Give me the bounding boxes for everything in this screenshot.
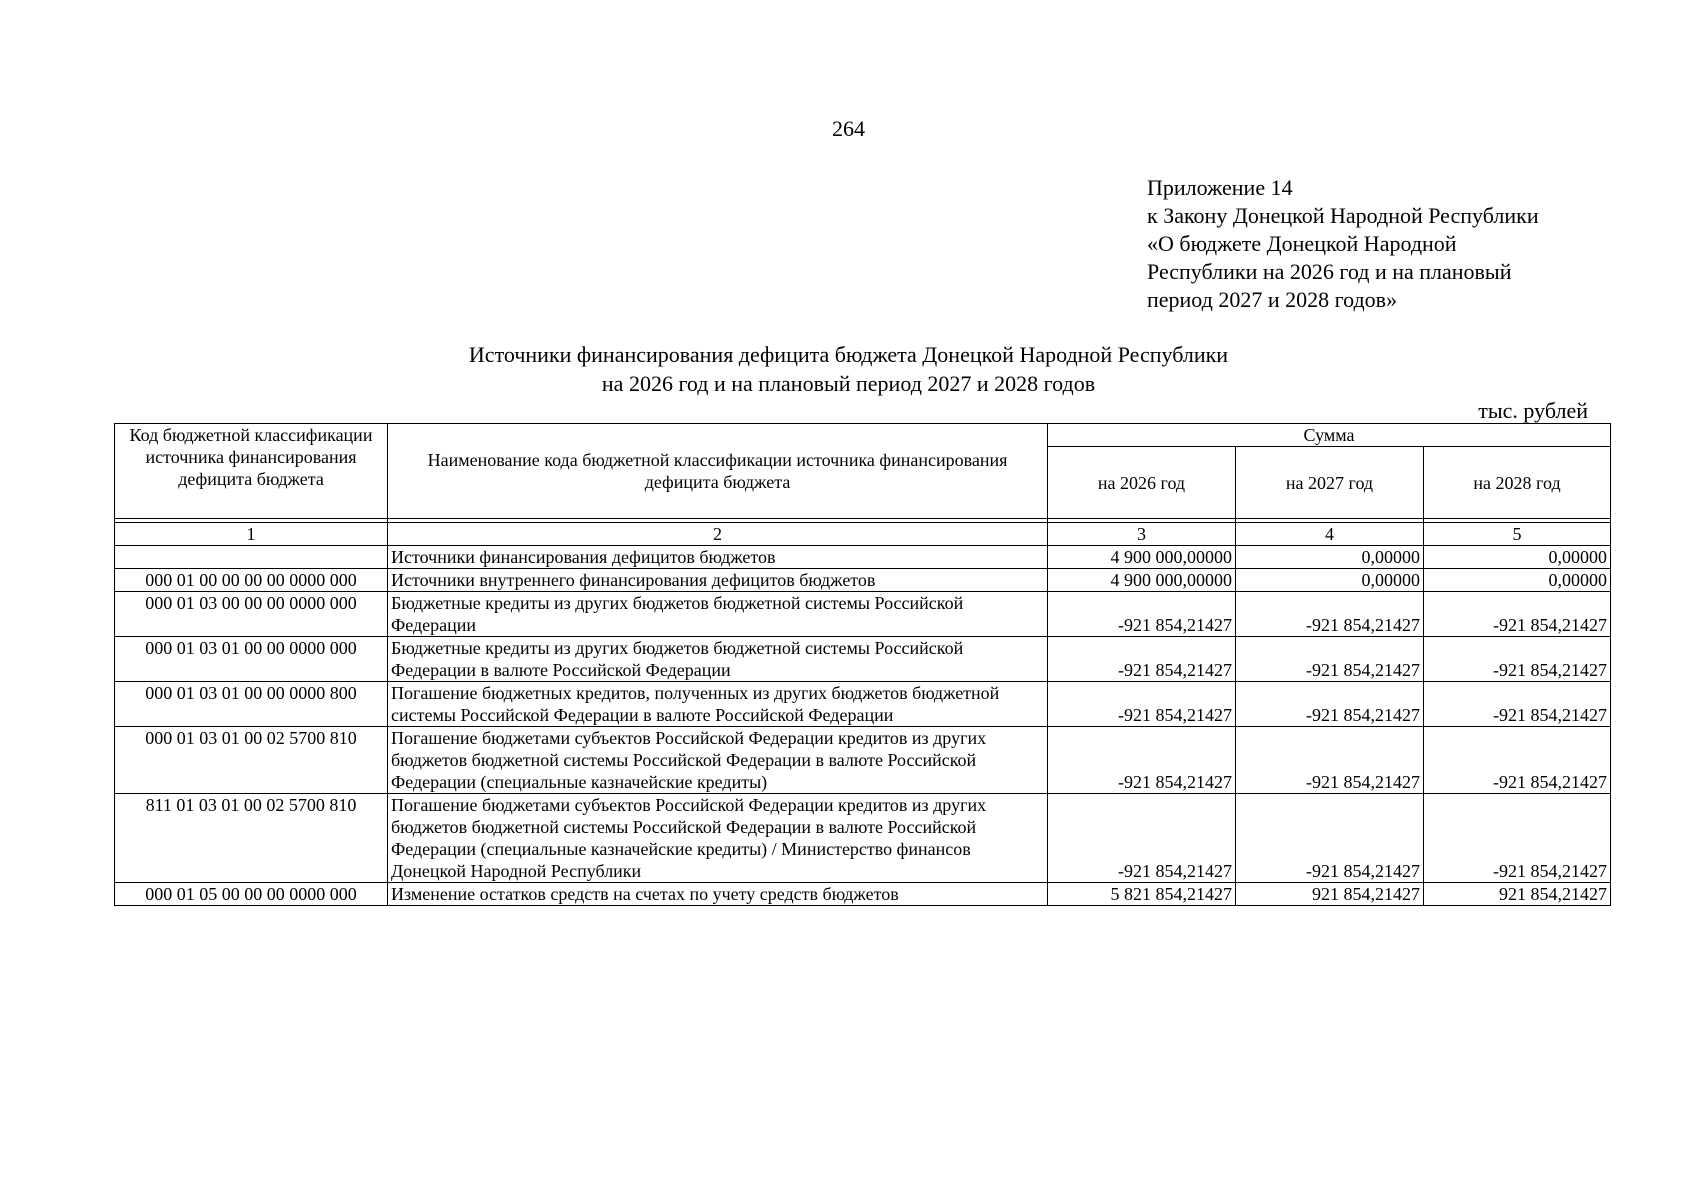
budget-table — [114, 423, 1611, 906]
row-name: Погашение бюджетных кредитов, полученных из других бюджетов бюджетной системы Российской Федерации в валюте Российской Федерации — [388, 682, 1048, 727]
row-code — [115, 546, 388, 569]
row-value-2027: -921 854,21427 — [1236, 682, 1424, 727]
row-name: Бюджетные кредиты из других бюджетов бюджетной системы Российской Федерации — [388, 592, 1048, 637]
row-code: 000 01 05 00 00 00 0000 000 — [115, 883, 388, 906]
row-name: Погашение бюджетами субъектов Российской Федерации кредитов из других бюджетов бюджетной системы Российской Федерации в валюте Российской Федерации (специальные казначейские кредиты) / Министерство финансов Донецкой Народной Республики — [388, 794, 1048, 883]
header-name: Наименование кода бюджетной классификации источника финансирования дефицита бюджета — [388, 424, 1048, 519]
row-name: Изменение остатков средств на счетах по учету средств бюджетов — [388, 883, 1048, 906]
row-value-2028: -921 854,21427 — [1424, 592, 1611, 637]
row-code: 000 01 03 01 00 00 0000 000 — [115, 637, 388, 682]
row-value-2027: -921 854,21427 — [1236, 637, 1424, 682]
row-value-2026: -921 854,21427 — [1048, 794, 1236, 883]
row-value-2026: 4 900 000,00000 — [1048, 546, 1236, 569]
row-value-2027: 0,00000 — [1236, 546, 1424, 569]
header-2028: на 2028 год — [1424, 447, 1611, 519]
row-value-2027: -921 854,21427 — [1236, 727, 1424, 794]
row-name: Источники финансирования дефицитов бюджетов — [388, 546, 1048, 569]
row-code: 000 01 03 00 00 00 0000 000 — [115, 592, 388, 637]
header-row — [115, 424, 1611, 447]
row-code: 000 01 03 01 00 00 0000 800 — [115, 682, 388, 727]
appendix-line: к Закону Донецкой Народной Республики — [1147, 203, 1539, 228]
row-value-2027: 921 854,21427 — [1236, 883, 1424, 906]
header-code: Код бюджетной классификации источника финансирования дефицита бюджета — [115, 424, 388, 519]
row-value-2028: -921 854,21427 — [1424, 727, 1611, 794]
row-value-2028: -921 854,21427 — [1424, 682, 1611, 727]
header-2026: на 2026 год — [1048, 447, 1236, 519]
column-numbers-row — [115, 523, 1611, 546]
row-value-2026: -921 854,21427 — [1048, 682, 1236, 727]
row-value-2027: -921 854,21427 — [1236, 592, 1424, 637]
header-2027: на 2027 год — [1236, 447, 1424, 519]
column-number: 3 — [1048, 523, 1236, 546]
appendix-line: период 2027 и 2028 годов» — [1147, 287, 1398, 312]
column-number: 1 — [115, 523, 388, 546]
table-row — [115, 727, 1611, 794]
row-value-2026: -921 854,21427 — [1048, 727, 1236, 794]
table-row — [115, 883, 1611, 906]
row-value-2028: -921 854,21427 — [1424, 637, 1611, 682]
row-value-2027: 0,00000 — [1236, 569, 1424, 592]
title-line-2: на 2026 год и на плановый период 2027 и 2028 годов — [601, 371, 1096, 396]
row-value-2026: 4 900 000,00000 — [1048, 569, 1236, 592]
appendix-reference — [1147, 174, 1539, 314]
row-value-2028: 0,00000 — [1424, 569, 1611, 592]
table-row — [115, 546, 1611, 569]
table-row — [115, 592, 1611, 637]
column-number: 5 — [1424, 523, 1611, 546]
appendix-line: «О бюджете Донецкой Народной — [1147, 231, 1457, 256]
table-row — [115, 637, 1611, 682]
unit-label: тыс. рублей — [1478, 398, 1588, 423]
row-value-2027: -921 854,21427 — [1236, 794, 1424, 883]
document-title — [0, 340, 1697, 398]
appendix-line: Приложение 14 — [1147, 175, 1293, 200]
row-name: Бюджетные кредиты из других бюджетов бюджетной системы Российской Федерации в валюте Российской Федерации — [388, 637, 1048, 682]
row-value-2026: -921 854,21427 — [1048, 637, 1236, 682]
table-row — [115, 682, 1611, 727]
row-name: Погашение бюджетами субъектов Российской Федерации кредитов из других бюджетов бюджетной системы Российской Федерации в валюте Российской Федерации (специальные казначейские кредиты) — [388, 727, 1048, 794]
row-code: 811 01 03 01 00 02 5700 810 — [115, 794, 388, 883]
row-value-2026: -921 854,21427 — [1048, 592, 1236, 637]
column-number: 2 — [388, 523, 1048, 546]
row-value-2028: -921 854,21427 — [1424, 794, 1611, 883]
table-row — [115, 794, 1611, 883]
row-code: 000 01 03 01 00 02 5700 810 — [115, 727, 388, 794]
header-sum: Сумма — [1048, 424, 1611, 447]
row-value-2028: 921 854,21427 — [1424, 883, 1611, 906]
appendix-line: Республики на 2026 год и на плановый — [1147, 259, 1512, 284]
row-value-2028: 0,00000 — [1424, 546, 1611, 569]
title-line-1: Источники финансирования дефицита бюджета Донецкой Народной Республики — [468, 342, 1229, 367]
row-value-2026: 5 821 854,21427 — [1048, 883, 1236, 906]
row-code: 000 01 00 00 00 00 0000 000 — [115, 569, 388, 592]
row-name: Источники внутреннего финансирования дефицитов бюджетов — [388, 569, 1048, 592]
column-number: 4 — [1236, 523, 1424, 546]
table-row — [115, 569, 1611, 592]
page-number: 264 — [832, 116, 865, 141]
